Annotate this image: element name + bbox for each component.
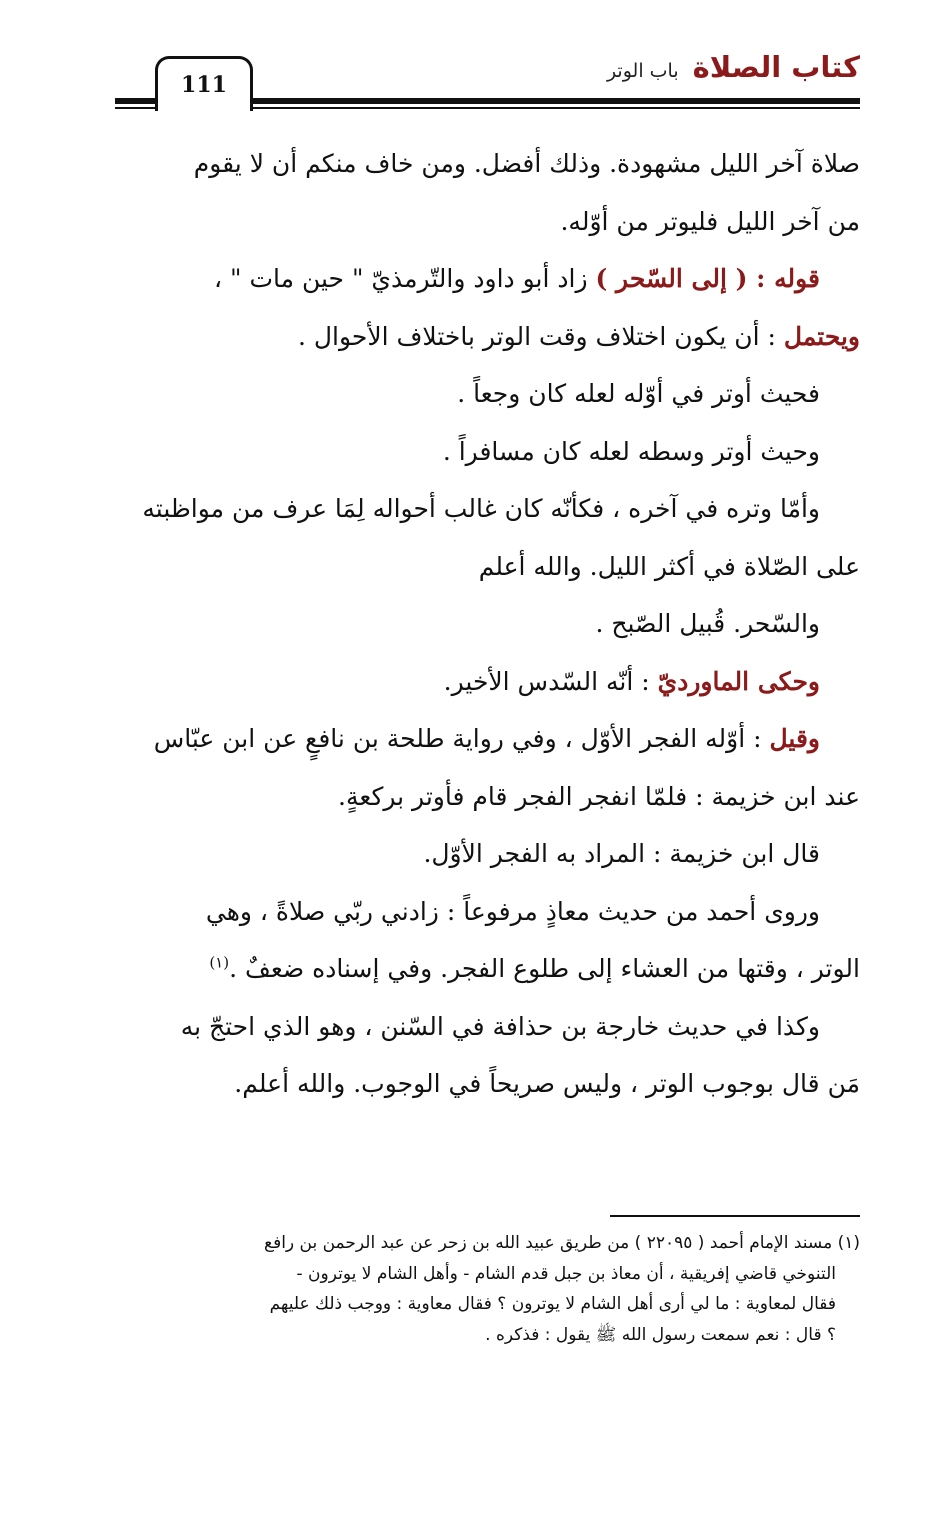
text-line-12: عند ابن خزيمة : فلمّا انفجر الفجر قام فأوتر بركعةٍ. (338, 781, 860, 811)
page-header (0, 0, 945, 120)
footnote-line-4: ؟ قال : نعم سمعت رسول الله ﷺ يقول : فذكره . (485, 1324, 836, 1345)
keyword-qawluh: قوله : ( إلى السّحر ) (595, 264, 820, 293)
footnote-line-2: التنوخي قاضي إفريقية ، أن معاذ بن جبل قدم الشام - وأهل الشام لا يوترون - (296, 1263, 836, 1284)
text-line-15 (115, 940, 860, 998)
page-number: 111 (155, 56, 253, 111)
text-line-8: على الصّلاة في أكثر الليل. والله أعلم (478, 551, 860, 581)
text-line-16: وكذا في حديث خارجة بن حذافة في السّنن ، وهو الذي احتجّ به (180, 1011, 820, 1041)
footnotes (115, 1228, 860, 1350)
text-line-4 (115, 308, 860, 366)
text-line-17: مَن قال بوجوب الوتر ، وليس صريحاً في الوجوب. والله أعلم. (234, 1069, 860, 1098)
text-line-6: وحيث أوتر وسطه لعله كان مسافراً . (442, 436, 820, 466)
header-title (607, 50, 860, 84)
main-text (115, 135, 860, 1113)
text-line-3-rest: زاد أبو داود والتّرمذيّ " حين مات " ، (214, 264, 596, 293)
text-line-13: قال ابن خزيمة : المراد به الفجر الأوّل. (423, 839, 820, 868)
footnote-line-1: (١) مسند الإمام أحمد ( ٢٢٠٩٥ ) من طريق عبيد الله بن زحر عن عبد الرحمن بن رافع (264, 1233, 860, 1253)
text-line-11-rest: : أوّله الفجر الأوّل ، وفي رواية طلحة بن نافعٍ عن ابن عبّاس (153, 724, 770, 753)
text-line-11 (115, 710, 860, 768)
footnote-line-3: فقال لمعاوية : ما لي أرى أهل الشام لا يوترون ؟ فقال معاوية : ووجب ذلك عليهم (269, 1294, 836, 1314)
text-line-2: من آخر الليل فليوتر من أوّله. (560, 206, 860, 236)
book-title: كتاب الصلاة (692, 50, 860, 84)
text-line-14: وروى أحمد من حديث معاذٍ مرفوعاً : زادني ربّي صلاةً ، وهي (205, 896, 820, 926)
text-line-4-rest: : أن يكون اختلاف وقت الوتر باختلاف الأحوال . (297, 321, 784, 351)
footnote-divider (610, 1215, 860, 1217)
text-line-10 (115, 653, 860, 711)
text-line-10-rest: : أنّه السّدس الأخير. (443, 666, 658, 696)
text-line-9: والسّحر. قُبيل الصّبح . (595, 609, 820, 638)
text-line-7: وأمّا وتره في آخره ، فكأنّه كان غالب أحواله لِمَا عرف من مواظبته (142, 494, 820, 523)
footnote-ref-1: (١) (209, 953, 230, 972)
text-line-3 (115, 250, 860, 308)
keyword-qeel: وقيل (769, 724, 820, 753)
chapter-title: باب الوتر (606, 60, 679, 82)
text-line-1: صلاة آخر الليل مشهودة. وذلك أفضل. ومن خاف منكم أن لا يقوم (193, 149, 860, 178)
keyword-yahtamil: ويحتمل (783, 321, 860, 351)
text-line-5: فحيث أوتر في أوّله لعله كان وجعاً . (457, 379, 820, 408)
keyword-hakaa: وحكى الماورديّ (657, 666, 820, 696)
text-line-15-text: الوتر ، وقتها من العشاء إلى طلوع الفجر. وفي إسناده ضعفٌ . (229, 954, 860, 983)
